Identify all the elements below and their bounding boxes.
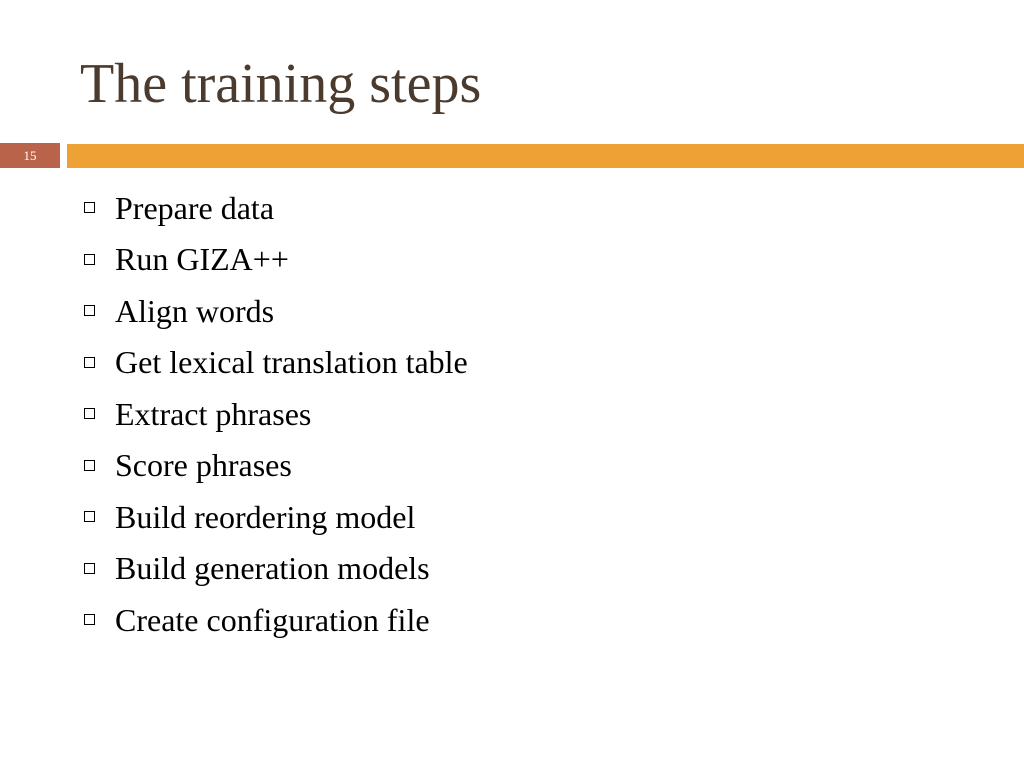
accent-bar — [67, 144, 1024, 168]
bullet-text: Get lexical translation table — [115, 344, 468, 381]
bullet-text: Extract phrases — [115, 395, 312, 432]
bullet-item — [80, 388, 468, 440]
slide-title: The training steps — [80, 53, 482, 115]
bullet-item — [80, 491, 468, 543]
hollow-square-icon — [84, 202, 95, 213]
hollow-square-icon — [84, 254, 95, 265]
hollow-square-icon — [84, 408, 95, 419]
bullet-item — [80, 234, 468, 286]
hollow-square-icon — [84, 511, 95, 522]
bullet-item — [80, 285, 468, 337]
bullet-text: Align words — [115, 292, 275, 329]
bullet-item — [80, 182, 468, 234]
bullet-item — [80, 543, 468, 595]
bullet-text: Run GIZA++ — [115, 241, 289, 278]
bullet-text: Build reordering model — [115, 498, 416, 535]
hollow-square-icon — [84, 563, 95, 574]
hollow-square-icon — [84, 614, 95, 625]
bullet-item — [80, 337, 468, 389]
bullet-list — [80, 182, 468, 646]
bullet-text: Score phrases — [115, 447, 292, 484]
slide-number: 15 — [23, 147, 37, 163]
bullet-text: Build generation models — [115, 550, 430, 587]
bullet-text: Prepare data — [115, 189, 275, 226]
bullet-item — [80, 440, 468, 492]
bullet-text: Create configuration file — [115, 601, 430, 638]
hollow-square-icon — [84, 357, 95, 368]
slide-number-badge — [0, 143, 60, 168]
hollow-square-icon — [84, 305, 95, 316]
hollow-square-icon — [84, 460, 95, 471]
bullet-item — [80, 594, 468, 646]
